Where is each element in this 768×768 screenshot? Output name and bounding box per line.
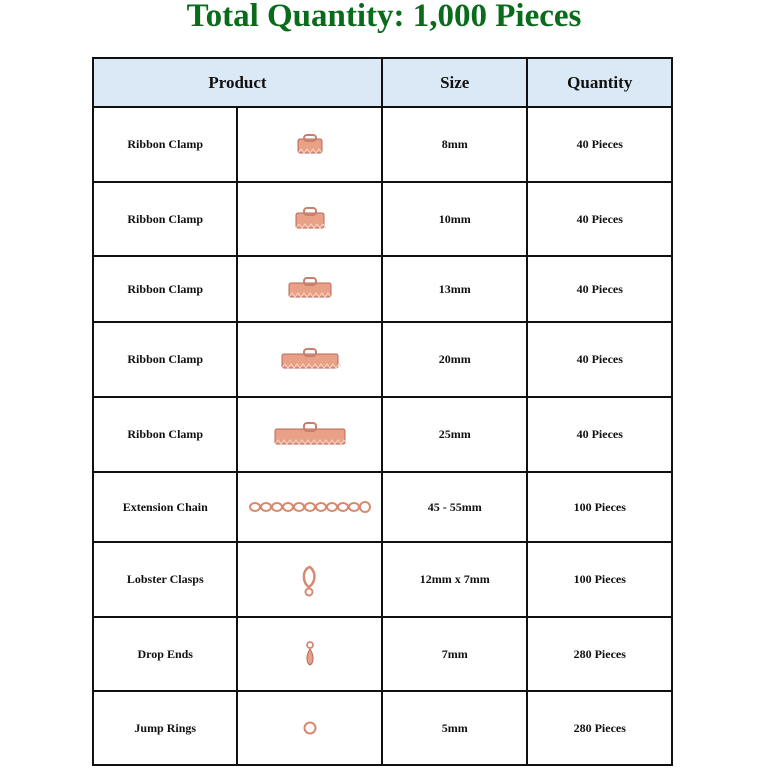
- extension-chain-icon: [237, 472, 381, 542]
- table-row: [93, 542, 672, 617]
- quantity-cell: 280 Pieces: [527, 691, 672, 765]
- header-quantity: Quantity: [527, 58, 672, 107]
- header-size: Size: [382, 58, 528, 107]
- table-row: [93, 322, 672, 397]
- size-cell: 25mm: [382, 397, 528, 472]
- quantity-cell: 40 Pieces: [527, 322, 672, 397]
- product-name: Ribbon Clamp: [93, 107, 237, 182]
- page-title: Total Quantity: 1,000 Pieces: [186, 0, 582, 34]
- product-name: Drop Ends: [93, 617, 237, 691]
- size-cell: 20mm: [382, 322, 528, 397]
- product-name: Lobster Clasps: [93, 542, 237, 617]
- product-name: Ribbon Clamp: [93, 182, 237, 256]
- table-row: [93, 182, 672, 256]
- table-header-row: [93, 58, 672, 107]
- table-row: [93, 691, 672, 765]
- quantity-cell: 40 Pieces: [527, 182, 672, 256]
- size-cell: 12mm x 7mm: [382, 542, 528, 617]
- product-name: Ribbon Clamp: [93, 322, 237, 397]
- quantity-cell: 100 Pieces: [527, 472, 672, 542]
- quantity-cell: 100 Pieces: [527, 542, 672, 617]
- quantity-cell: 40 Pieces: [527, 256, 672, 322]
- table-row: [93, 472, 672, 542]
- product-name: Jump Rings: [93, 691, 237, 765]
- table-row: [93, 256, 672, 322]
- product-name: Ribbon Clamp: [93, 256, 237, 322]
- size-cell: 8mm: [382, 107, 528, 182]
- table-row: [93, 107, 672, 182]
- quantity-cell: 280 Pieces: [527, 617, 672, 691]
- ribbon-clamp-8mm-icon: [237, 107, 381, 182]
- quantity-cell: 40 Pieces: [527, 397, 672, 472]
- size-cell: 13mm: [382, 256, 528, 322]
- size-cell: 5mm: [382, 691, 528, 765]
- product-name: Ribbon Clamp: [93, 397, 237, 472]
- ribbon-clamp-13mm-icon: [237, 256, 381, 322]
- ribbon-clamp-25mm-icon: [237, 397, 381, 472]
- ribbon-clamp-20mm-icon: [237, 322, 381, 397]
- header-product: Product: [93, 58, 382, 107]
- drop-end-icon: [237, 617, 381, 691]
- lobster-clasp-icon: [237, 542, 381, 617]
- jump-ring-icon: [237, 691, 381, 765]
- product-table: [92, 57, 673, 766]
- quantity-cell: 40 Pieces: [527, 107, 672, 182]
- table-row: [93, 617, 672, 691]
- size-cell: 45 - 55mm: [382, 472, 528, 542]
- size-cell: 10mm: [382, 182, 528, 256]
- product-name: Extension Chain: [93, 472, 237, 542]
- ribbon-clamp-10mm-icon: [237, 182, 381, 256]
- size-cell: 7mm: [382, 617, 528, 691]
- table-row: [93, 397, 672, 472]
